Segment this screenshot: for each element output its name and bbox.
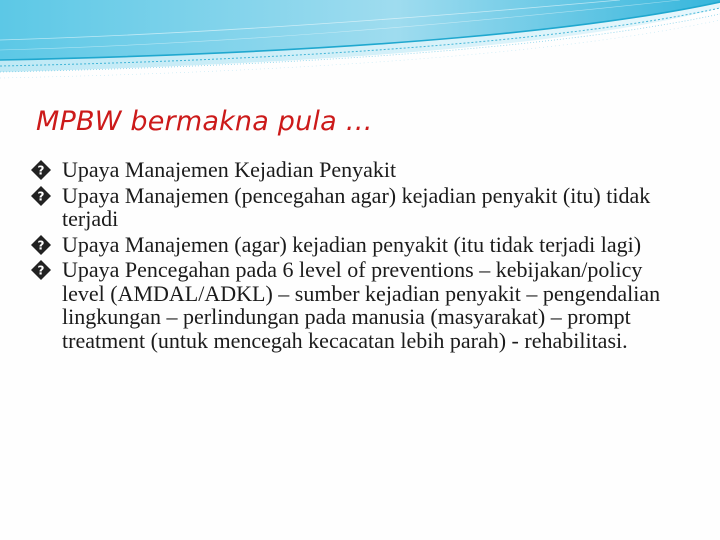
svg-text:?: ?: [37, 263, 45, 278]
slide-title: MPBW bermakna pula …: [36, 106, 373, 137]
svg-text:?: ?: [37, 189, 45, 203]
bullet-item: [30, 158, 680, 182]
replacement-character-icon: [30, 234, 62, 256]
bullet-list: [30, 158, 680, 354]
svg-text:?: ?: [37, 163, 45, 178]
bullet-text: Upaya Manajemen Kejadian Penyakit: [62, 157, 397, 182]
header-wave-decoration: [0, 0, 720, 95]
bullet-item: [30, 258, 680, 352]
bullet-item: [30, 233, 680, 257]
bullet-text: Upaya Pencegahan pada 6 level of preventions – kebijakan/policy level (AMDAL/ADKL) – sumber kejadian penyakit – pengendalian lingkungan – perlindungan pada manusia (masyarakat) – prompt treatment (untuk mencegah kecacatan lebih parah) - rehabilitasi.: [62, 257, 661, 353]
bullet-text: Upaya Manajemen (agar) kejadian penyakit (itu tidak terjadi lagi): [62, 231, 642, 257]
replacement-character-icon: [30, 159, 62, 181]
replacement-character-icon: [30, 185, 62, 207]
replacement-character-icon: [30, 259, 62, 281]
svg-text:?: ?: [37, 238, 45, 252]
bullet-item: [30, 184, 680, 231]
bullet-text: Upaya Manajemen (pencegahan agar) kejadian penyakit (itu) tidak terjadi: [62, 182, 651, 231]
